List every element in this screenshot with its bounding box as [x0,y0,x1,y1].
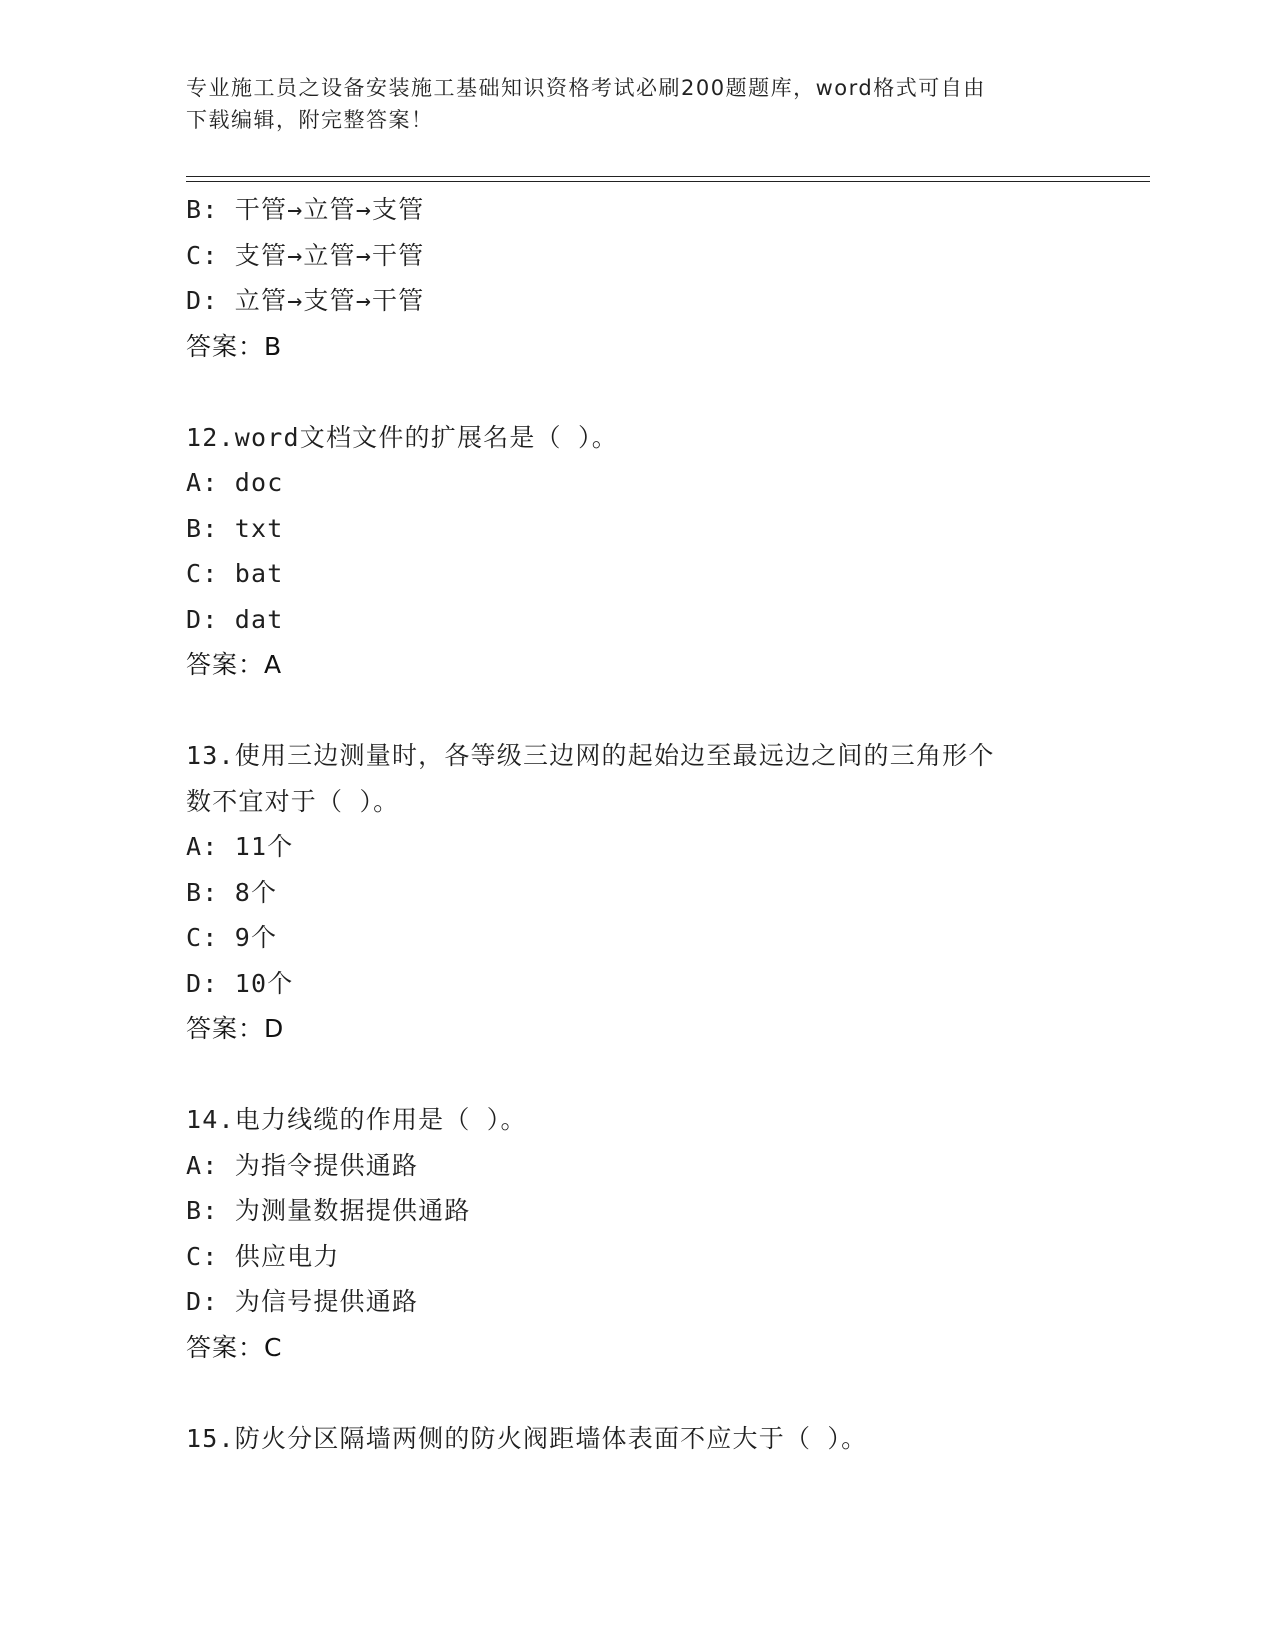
answer-line: 答案：C [186,1332,283,1362]
question-11-tail [186,187,1086,369]
question-text: 14.电力线缆的作用是（ ）。 [186,1105,527,1134]
option-d: D: 10个 [186,968,294,998]
option-c: C: 支管→立管→干管 [186,240,425,270]
option-a: A: 11个 [186,832,294,861]
option-c: C: 供应电力 [186,1241,340,1271]
option-a: A: 为指令提供通路 [186,1150,419,1180]
header-title-line-1: 专业施工员之设备安装施工基础知识资格考试必刷200题题库，word格式可自由 [186,76,986,100]
question-13 [186,733,1086,1052]
question-text-line-2: 数不宜对于（ ）。 [186,786,400,816]
document-header [186,72,1066,136]
answer-line: 答案：B [186,331,283,361]
header-divider-top [186,176,1150,177]
header-title-line-2: 下载编辑，附完整答案！ [186,108,434,132]
spacer [186,688,1086,734]
header-divider-bottom [186,181,1150,182]
answer-line: 答案：D [186,1014,285,1043]
option-b: B: 8个 [186,877,278,907]
option-c: C: bat [186,559,284,588]
question-15 [186,1416,1086,1462]
option-b: B: 干管→立管→支管 [186,195,425,224]
spacer [186,1370,1086,1416]
option-b: B: txt [186,513,284,543]
question-text: 15.防火分区隔墙两侧的防火阀距墙体表面不应大于（ ）。 [186,1423,868,1453]
option-a: A: doc [186,468,284,497]
question-text-line-1: 13.使用三边测量时，各等级三边网的起始边至最远边之间的三角形个 [186,741,995,770]
answer-line: 答案：A [186,650,283,679]
question-list [186,187,1086,1461]
option-d: D: dat [186,604,284,634]
question-text: 12.word文档文件的扩展名是（ ）。 [186,422,618,452]
spacer [186,1052,1086,1098]
spacer [186,369,1086,415]
option-d: D: 立管→支管→干管 [186,286,425,315]
option-b: B: 为测量数据提供通路 [186,1196,471,1225]
question-14 [186,1097,1086,1370]
question-12 [186,415,1086,688]
option-d: D: 为信号提供通路 [186,1287,419,1316]
option-c: C: 9个 [186,923,278,952]
